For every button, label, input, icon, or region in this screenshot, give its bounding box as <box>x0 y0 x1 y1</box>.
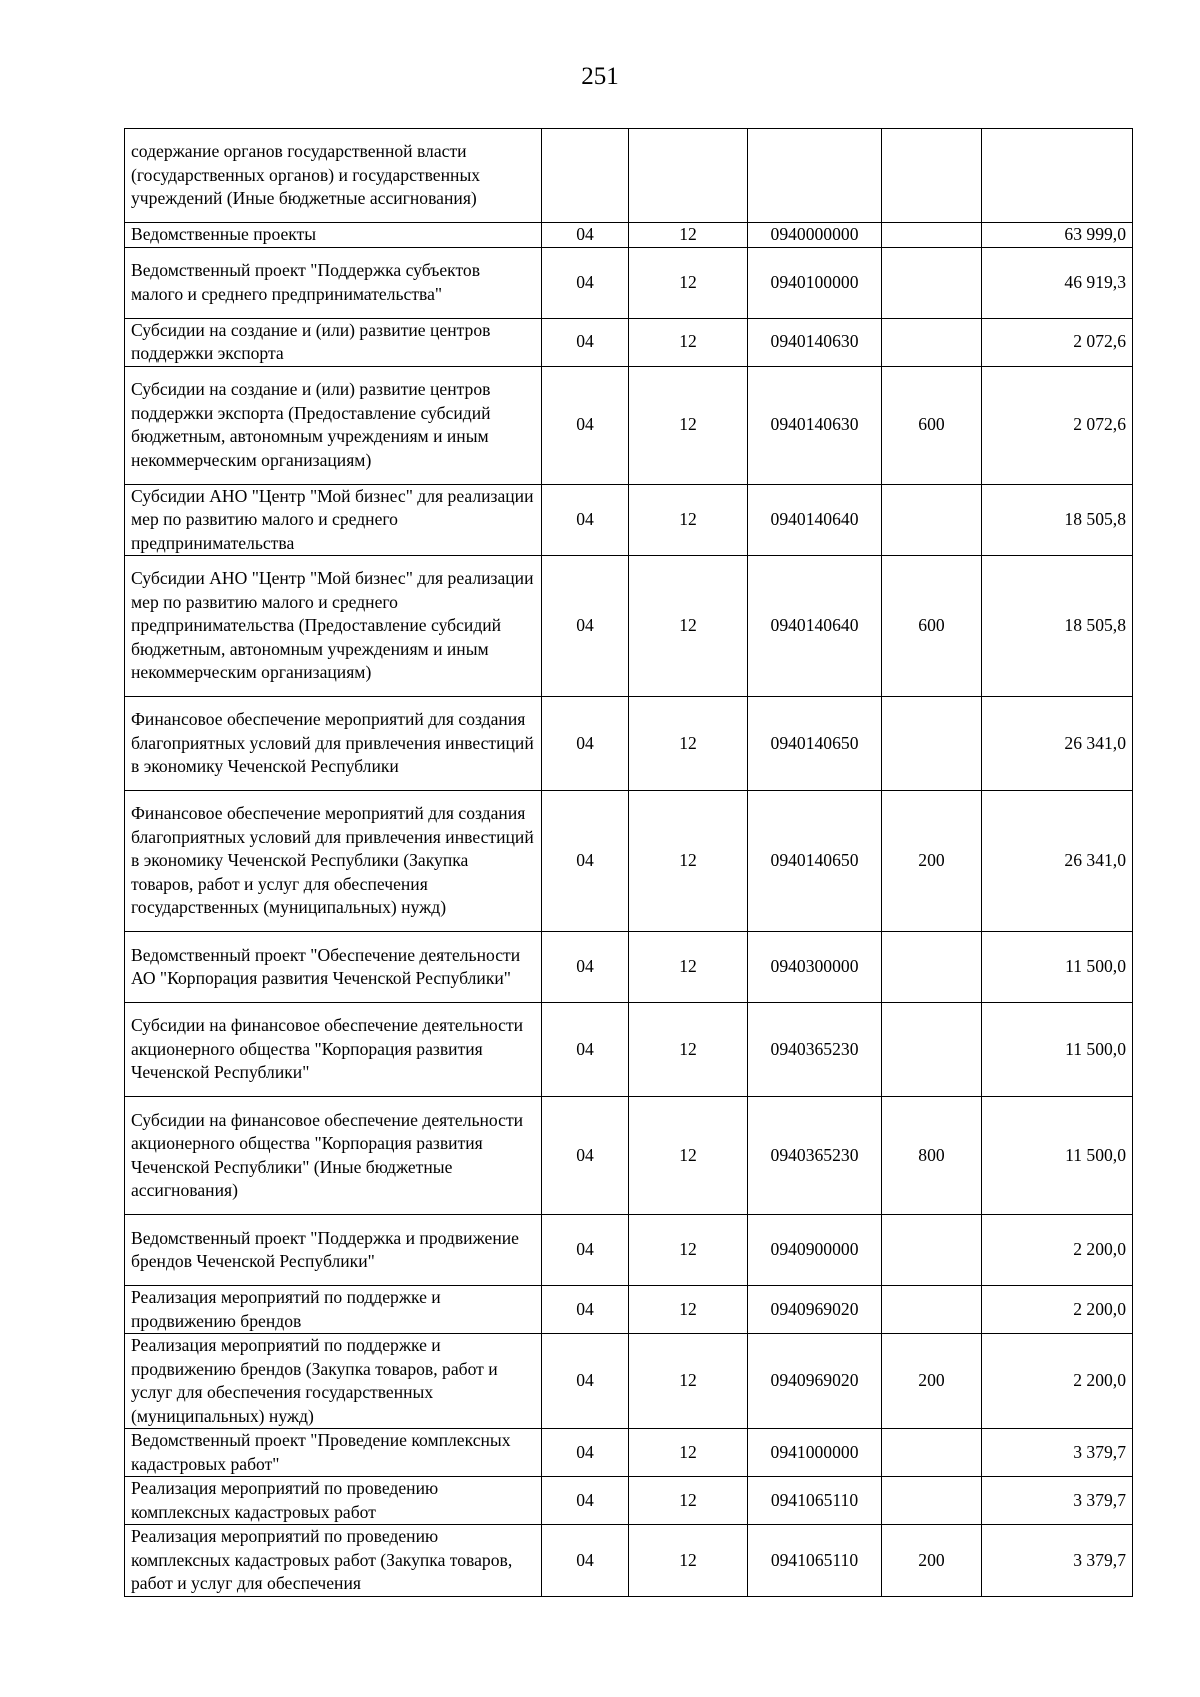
row-section-cell: 04 <box>542 1003 629 1097</box>
row-section-cell: 04 <box>542 1429 629 1477</box>
row-name-cell: Реализация мероприятий по поддержке и продвижению брендов (Закупка товаров, работ и услуг для обеспечения государственных (муниципальных) нужд) <box>125 1334 542 1429</box>
table-row <box>125 223 1133 248</box>
row-subsection-cell: 12 <box>629 1429 748 1477</box>
row-subsection-cell: 12 <box>629 1215 748 1286</box>
row-subsection-cell: 12 <box>629 1286 748 1334</box>
row-amount-cell: 11 500,0 <box>982 1003 1133 1097</box>
row-target-article-cell: 0940140650 <box>748 791 882 932</box>
row-section-cell: 04 <box>542 1215 629 1286</box>
table-row <box>125 129 1133 223</box>
row-name-cell: Реализация мероприятий по проведению комплексных кадастровых работ <box>125 1477 542 1525</box>
row-expense-type-cell <box>882 932 982 1003</box>
row-expense-type-cell: 200 <box>882 1525 982 1597</box>
row-target-article-cell: 0941065110 <box>748 1525 882 1597</box>
row-amount-cell: 3 379,7 <box>982 1429 1133 1477</box>
row-amount-cell: 46 919,3 <box>982 247 1133 318</box>
row-section-cell: 04 <box>542 1477 629 1525</box>
table-row <box>125 366 1133 484</box>
row-amount-cell: 18 505,8 <box>982 556 1133 697</box>
row-name-cell: Реализация мероприятий по поддержке и продвижению брендов <box>125 1286 542 1334</box>
budget-table <box>124 128 1133 1597</box>
row-expense-type-cell <box>882 129 982 223</box>
row-expense-type-cell: 200 <box>882 791 982 932</box>
row-name-cell: Финансовое обеспечение мероприятий для создания благоприятных условий для привлечения инвестиций в экономику Чеченской Республики (Закупка товаров, работ и услуг для обеспечения государственных (муниципальных) нужд) <box>125 791 542 932</box>
table-row <box>125 1334 1133 1429</box>
table-row <box>125 1097 1133 1215</box>
row-expense-type-cell: 600 <box>882 366 982 484</box>
table-row <box>125 1286 1133 1334</box>
row-name-cell: Ведомственный проект "Проведение комплексных кадастровых работ" <box>125 1429 542 1477</box>
row-amount-cell: 26 341,0 <box>982 791 1133 932</box>
row-section-cell: 04 <box>542 1525 629 1597</box>
row-subsection-cell: 12 <box>629 1003 748 1097</box>
table-row <box>125 1525 1133 1597</box>
row-target-article-cell: 0940365230 <box>748 1003 882 1097</box>
page-number: 251 <box>581 63 619 90</box>
row-name-cell: Субсидии на финансовое обеспечение деятельности акционерного общества "Корпорация развития Чеченской Республики" (Иные бюджетные ассигнования) <box>125 1097 542 1215</box>
row-subsection-cell: 12 <box>629 247 748 318</box>
row-section-cell: 04 <box>542 247 629 318</box>
row-subsection-cell: 12 <box>629 1525 748 1597</box>
row-amount-cell: 2 072,6 <box>982 318 1133 366</box>
row-expense-type-cell: 800 <box>882 1097 982 1215</box>
table-row <box>125 697 1133 791</box>
row-subsection-cell: 12 <box>629 318 748 366</box>
row-expense-type-cell <box>882 1477 982 1525</box>
row-expense-type-cell <box>882 223 982 248</box>
row-name-cell: Финансовое обеспечение мероприятий для создания благоприятных условий для привлечения инвестиций в экономику Чеченской Республики <box>125 697 542 791</box>
row-expense-type-cell <box>882 697 982 791</box>
row-name-cell: Субсидии АНО "Центр "Мой бизнес" для реализации мер по развитию малого и среднего предпринимательства (Предоставление субсидий бюджетным, автономным учреждениям и иным некоммерческим организациям) <box>125 556 542 697</box>
table-row <box>125 1003 1133 1097</box>
row-subsection-cell: 12 <box>629 1477 748 1525</box>
row-target-article-cell: 0940140640 <box>748 484 882 556</box>
row-name-cell: Субсидии на создание и (или) развитие центров поддержки экспорта (Предоставление субсидий бюджетным, автономным учреждениям и иным некоммерческим организациям) <box>125 366 542 484</box>
row-target-article-cell: 0940140650 <box>748 697 882 791</box>
row-section-cell <box>542 129 629 223</box>
table-row <box>125 932 1133 1003</box>
table-row <box>125 484 1133 556</box>
row-section-cell: 04 <box>542 223 629 248</box>
row-name-cell: Субсидии на финансовое обеспечение деятельности акционерного общества "Корпорация развития Чеченской Республики" <box>125 1003 542 1097</box>
row-expense-type-cell <box>882 1215 982 1286</box>
row-section-cell: 04 <box>542 366 629 484</box>
row-target-article-cell <box>748 129 882 223</box>
row-name-cell: Ведомственные проекты <box>125 223 542 248</box>
table-row <box>125 556 1133 697</box>
row-target-article-cell: 0940300000 <box>748 932 882 1003</box>
row-section-cell: 04 <box>542 1334 629 1429</box>
row-amount-cell: 11 500,0 <box>982 932 1133 1003</box>
row-section-cell: 04 <box>542 697 629 791</box>
row-amount-cell: 3 379,7 <box>982 1477 1133 1525</box>
row-target-article-cell: 0940365230 <box>748 1097 882 1215</box>
row-subsection-cell: 12 <box>629 223 748 248</box>
table-row <box>125 1215 1133 1286</box>
row-amount-cell: 18 505,8 <box>982 484 1133 556</box>
row-amount-cell: 63 999,0 <box>982 223 1133 248</box>
row-expense-type-cell <box>882 318 982 366</box>
row-target-article-cell: 0940969020 <box>748 1334 882 1429</box>
row-expense-type-cell <box>882 1003 982 1097</box>
row-amount-cell: 2 200,0 <box>982 1334 1133 1429</box>
row-subsection-cell: 12 <box>629 484 748 556</box>
row-section-cell: 04 <box>542 1286 629 1334</box>
row-subsection-cell: 12 <box>629 791 748 932</box>
row-name-cell: Реализация мероприятий по проведению комплексных кадастровых работ (Закупка товаров, работ и услуг для обеспечения <box>125 1525 542 1597</box>
row-subsection-cell <box>629 129 748 223</box>
row-name-cell: Ведомственный проект "Поддержка субъектов малого и среднего предпринимательства" <box>125 247 542 318</box>
row-section-cell: 04 <box>542 791 629 932</box>
row-section-cell: 04 <box>542 1097 629 1215</box>
row-target-article-cell: 0940969020 <box>748 1286 882 1334</box>
row-name-cell: Субсидии на создание и (или) развитие центров поддержки экспорта <box>125 318 542 366</box>
row-amount-cell: 11 500,0 <box>982 1097 1133 1215</box>
row-section-cell: 04 <box>542 556 629 697</box>
row-target-article-cell: 0940000000 <box>748 223 882 248</box>
row-amount-cell: 3 379,7 <box>982 1525 1133 1597</box>
row-subsection-cell: 12 <box>629 556 748 697</box>
row-subsection-cell: 12 <box>629 366 748 484</box>
row-subsection-cell: 12 <box>629 1334 748 1429</box>
row-amount-cell: 26 341,0 <box>982 697 1133 791</box>
row-target-article-cell: 0940140630 <box>748 366 882 484</box>
row-name-cell: Ведомственный проект "Обеспечение деятельности АО "Корпорация развития Чеченской Республики" <box>125 932 542 1003</box>
table-row <box>125 318 1133 366</box>
table-row <box>125 1477 1133 1525</box>
row-amount-cell <box>982 129 1133 223</box>
row-target-article-cell: 0940900000 <box>748 1215 882 1286</box>
row-expense-type-cell: 200 <box>882 1334 982 1429</box>
row-name-cell: Ведомственный проект "Поддержка и продвижение брендов Чеченской Республики" <box>125 1215 542 1286</box>
table-row <box>125 791 1133 932</box>
row-target-article-cell: 0940140630 <box>748 318 882 366</box>
row-name-cell: Субсидии АНО "Центр "Мой бизнес" для реализации мер по развитию малого и среднего предпринимательства <box>125 484 542 556</box>
row-target-article-cell: 0940100000 <box>748 247 882 318</box>
row-section-cell: 04 <box>542 484 629 556</box>
row-expense-type-cell <box>882 1286 982 1334</box>
row-amount-cell: 2 200,0 <box>982 1215 1133 1286</box>
row-target-article-cell: 0941000000 <box>748 1429 882 1477</box>
row-subsection-cell: 12 <box>629 1097 748 1215</box>
row-name-cell: содержание органов государственной власти (государственных органов) и государственных учреждений (Иные бюджетные ассигнования) <box>125 129 542 223</box>
table-row <box>125 247 1133 318</box>
row-expense-type-cell <box>882 247 982 318</box>
row-subsection-cell: 12 <box>629 697 748 791</box>
row-subsection-cell: 12 <box>629 932 748 1003</box>
row-section-cell: 04 <box>542 932 629 1003</box>
table-row <box>125 1429 1133 1477</box>
row-expense-type-cell: 600 <box>882 556 982 697</box>
row-target-article-cell: 0941065110 <box>748 1477 882 1525</box>
row-amount-cell: 2 072,6 <box>982 366 1133 484</box>
row-target-article-cell: 0940140640 <box>748 556 882 697</box>
row-expense-type-cell <box>882 1429 982 1477</box>
row-expense-type-cell <box>882 484 982 556</box>
row-section-cell: 04 <box>542 318 629 366</box>
row-amount-cell: 2 200,0 <box>982 1286 1133 1334</box>
